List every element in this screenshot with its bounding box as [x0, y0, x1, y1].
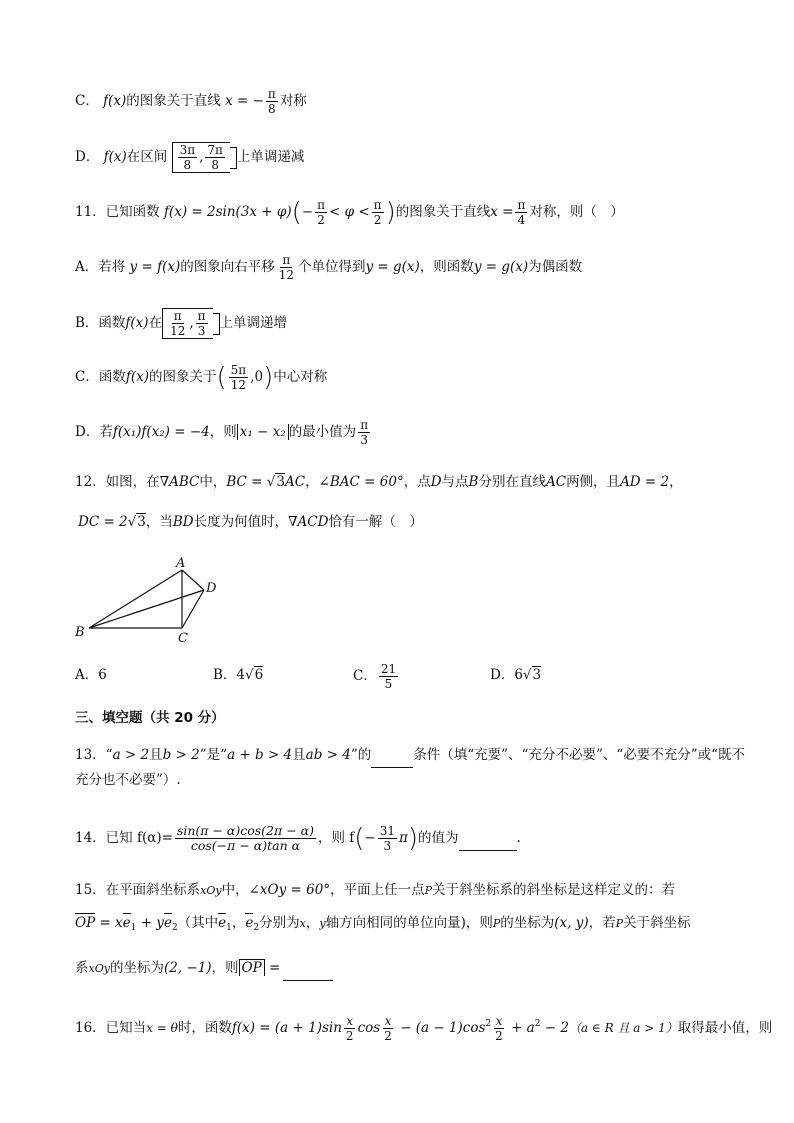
- question-text: 的坐标为: [109, 960, 164, 976]
- question-prefix: 11．已知函数: [75, 204, 160, 220]
- math-expr: + y: [136, 915, 164, 931]
- question-text: 轴方向相同的单位向量)，则: [325, 915, 493, 931]
- question-text: 条件（填“充要”、“充分不必要”、“必要不充分”或“既不: [413, 747, 746, 763]
- option-text: 上单调递减: [236, 149, 305, 165]
- question-text: （其中: [177, 915, 219, 931]
- q11-option-d: [75, 418, 372, 447]
- question-text: ，: [669, 474, 683, 490]
- denominator: 8: [211, 158, 219, 172]
- q12-option-d: D．6√3: [490, 667, 542, 683]
- math-expr: − 2: [540, 1020, 569, 1036]
- math-fx: f(x): [125, 315, 149, 331]
- q16: [75, 1014, 772, 1043]
- vector-e1: e: [122, 915, 131, 931]
- option-label: B．: [213, 667, 237, 683]
- vector-e1: e: [218, 915, 227, 931]
- point-label-d: D: [206, 581, 217, 596]
- q14: 14．已知 f(α)= $\frac{\sin(\pi - \alpha)\cos(2\pi - \alpha)}{\text{cos(−π − α)tan α}}$ ，则 f(− $\frac{31}{3}$ π)的值为 .: [75, 823, 521, 854]
- segment-ad: [182, 570, 204, 590]
- q13-line2: 充分也不必要”）.: [75, 772, 181, 788]
- math-expr: ∇ACD: [288, 514, 329, 530]
- option-label: C．函数: [75, 369, 126, 385]
- math-expr: −: [301, 204, 314, 220]
- q12-figure: [72, 556, 222, 646]
- math-fx: f(x): [103, 93, 127, 109]
- math-expr: f(x) = 2sin(3x + φ): [163, 204, 292, 220]
- subscript: 2: [171, 923, 178, 933]
- question-text: ，若: [588, 915, 616, 931]
- question-text: 且: [292, 747, 306, 763]
- option-text: 的图象关于: [149, 369, 217, 385]
- math-expr: D: [430, 474, 442, 490]
- interval-open-bracket: $\frac{\pi}{12}$ , $\frac{\pi}{3}$: [162, 308, 212, 339]
- answer-blank[interactable]: [459, 830, 517, 851]
- denominator: 2: [317, 213, 325, 227]
- math-expr: P: [615, 917, 624, 930]
- subscript: 1: [226, 923, 232, 933]
- numerator: 5π: [230, 363, 247, 377]
- vector-op: OP: [75, 915, 96, 931]
- q11-stem: 11．已知函数 f(x) = 2sin(3x + φ)(− $\frac{\pi}{2}$ < φ < $\frac{\pi}{2}$ )的图象关于直线x = $\frac{\pi}{4}$ 对称，则（ ）: [75, 197, 624, 228]
- question-text: 对称，则（ ）: [529, 204, 624, 220]
- point-label-b: B: [75, 625, 85, 640]
- option-label: C．: [75, 93, 99, 109]
- math-expr: AC: [284, 474, 306, 490]
- vector-e2: e: [245, 915, 254, 931]
- numerator: 7π: [207, 143, 223, 157]
- question-text: 取得最小值，则: [677, 1020, 773, 1036]
- math-expr: AC: [545, 474, 567, 490]
- question-text: ，平面上任一点: [330, 882, 425, 898]
- segment-bd: [89, 590, 204, 628]
- interval-close-bracket: [230, 147, 237, 169]
- question-prefix: 14．已知 f(α)=: [75, 830, 173, 846]
- question-text: .: [516, 830, 521, 846]
- option-value: 6: [98, 667, 107, 683]
- math-expr: = x: [95, 915, 123, 931]
- math-expr: =: [264, 960, 281, 976]
- math-expr: < φ <: [329, 204, 370, 220]
- q11-option-a: [75, 253, 582, 282]
- option-label: B．函数: [75, 315, 126, 331]
- superscript: 2: [534, 1019, 541, 1029]
- q12-option-b: B．4√6: [213, 667, 264, 683]
- question-text: ”是“: [199, 747, 228, 763]
- math-expr: AD = 2: [620, 474, 670, 490]
- question-prefix: 12．如图，在: [75, 474, 160, 490]
- option-label: D．若: [75, 424, 113, 440]
- question-text: 分别为: [259, 915, 300, 931]
- math-expr: xOy: [88, 962, 110, 975]
- numerator: x: [384, 1014, 392, 1028]
- question-text: ，则 f: [317, 830, 355, 846]
- option-text: ，则函数: [419, 259, 474, 275]
- denominator: cos(−π − α)tan α: [190, 838, 301, 853]
- math-expr: π: [399, 830, 408, 846]
- numerator: π: [373, 198, 382, 212]
- subscript: 1: [130, 923, 137, 933]
- option-text: 上单调递增: [219, 315, 288, 331]
- q11-option-b: [75, 308, 287, 339]
- denominator: 8: [183, 158, 192, 172]
- denominator: 4: [517, 213, 526, 227]
- math-expr: BC =: [226, 474, 267, 490]
- numerator: 31: [379, 824, 396, 838]
- denominator: 2: [495, 1029, 503, 1043]
- math-condition: （a ∈ R 且 a > 1）: [568, 1021, 678, 1035]
- math-expr: xOy: [200, 884, 222, 897]
- interval-open-bracket: $\frac{3\pi}{8}$ , $\frac{7\pi}{8}$: [172, 142, 230, 173]
- option-text: 对称: [279, 93, 307, 109]
- math-expr: x: [299, 917, 306, 930]
- question-prefix: 13．“: [75, 747, 113, 763]
- math-expr: ∇ABC: [159, 474, 200, 490]
- option-text: ，则: [209, 424, 237, 440]
- math-expr: a > 2: [112, 747, 150, 763]
- question-text: ”的: [350, 747, 372, 763]
- question-text: 的图象关于直线: [395, 204, 491, 220]
- question-prefix: 16．已知当: [75, 1020, 147, 1036]
- section-header: 三、填空题（共 20 分）: [75, 710, 225, 726]
- option-text: 个单位得到: [298, 259, 366, 275]
- math-expr: DC = 2: [78, 514, 128, 530]
- math-expr: (2, −1): [163, 960, 212, 976]
- numerator: sin(π − α)cos(2π − α): [176, 823, 314, 838]
- q11-option-c: C．函数f(x)的图象关于( $\frac{5\pi}{12}$ ,0)中心对称: [75, 362, 328, 393]
- math-expr: ∠BAC = 60°: [318, 474, 404, 490]
- q12-stem-line1: 12．如图，在∇ABC中，BC = √3AC，∠BAC = 60°，点D与点B分别在直线AC两侧，且AD = 2，: [75, 474, 683, 490]
- math-expr: b > 2: [162, 747, 200, 763]
- option-value: 6: [514, 667, 523, 683]
- denominator: 3: [197, 324, 206, 338]
- numerator: x: [495, 1014, 503, 1028]
- question-text: 关于斜坐标系的斜坐标是这样定义的：若: [431, 882, 675, 898]
- numerator: π: [282, 253, 291, 267]
- q13-line1: [75, 745, 745, 768]
- math-expr: y = g(x): [365, 259, 420, 275]
- option-text: 的最小值为: [288, 424, 357, 440]
- math-expr: − (a − 1)cos: [395, 1020, 486, 1036]
- q10-option-d: [75, 142, 304, 173]
- interval-close-bracket: [213, 313, 220, 335]
- denominator: 12: [170, 324, 186, 338]
- q10-option-c: [75, 87, 307, 116]
- math-expr: P: [492, 917, 501, 930]
- segment-ba: [89, 570, 182, 628]
- sqrt-radicand: 3: [137, 514, 146, 530]
- question-text: 系: [75, 960, 89, 976]
- q15-line2: [75, 913, 691, 938]
- math-expr: y = f(x): [129, 259, 181, 275]
- sqrt-radicand: 3: [276, 474, 285, 490]
- question-text: ，点: [403, 474, 431, 490]
- option-label: C．: [353, 668, 377, 684]
- q12-option-c: [353, 662, 400, 691]
- numerator: π: [517, 198, 526, 212]
- question-text: 与点: [441, 474, 469, 490]
- denominator: 8: [268, 102, 276, 116]
- option-label: A．: [75, 667, 99, 683]
- math-expr: BD: [172, 514, 194, 530]
- question-text: 时，函数: [177, 1020, 232, 1036]
- option-value: 4: [236, 667, 246, 683]
- math-expr: y = g(x): [473, 259, 529, 275]
- math-expr: −: [364, 830, 376, 846]
- option-text: 中心对称: [273, 369, 328, 385]
- option-text: 的图象关于直线: [126, 93, 221, 109]
- question-text: ，: [305, 915, 320, 931]
- question-text: ，: [305, 474, 319, 490]
- math-expr: y: [319, 917, 326, 930]
- math-expr: ∠xOy = 60°: [248, 882, 331, 898]
- question-text: 且: [149, 747, 163, 763]
- math-fx: f(x): [103, 149, 127, 165]
- question-text: 长度为何值时，: [193, 514, 289, 530]
- math-expr: f(x) = (a + 1)sin: [231, 1020, 342, 1036]
- point-label-a: A: [176, 556, 186, 571]
- denominator: 3: [383, 839, 392, 853]
- numerator: π: [267, 87, 276, 101]
- math-expr: a + b > 4: [227, 747, 293, 763]
- numerator: π: [360, 418, 369, 432]
- option-label: D．: [490, 667, 515, 683]
- fraction: [266, 87, 278, 116]
- q15-line3: [75, 958, 333, 981]
- point-label-c: C: [178, 631, 188, 646]
- vector-e2: e: [163, 915, 172, 931]
- denominator: 2: [384, 1029, 392, 1043]
- question-text: 分别在直线: [478, 474, 546, 490]
- option-text: 为偶函数: [528, 259, 583, 275]
- question-text: 关于斜坐标: [623, 915, 691, 931]
- subscript: 2: [253, 923, 260, 933]
- denominator: 2: [373, 213, 382, 227]
- question-text: 中，: [221, 882, 249, 898]
- option-label: A．若将: [75, 259, 126, 275]
- numerator: x: [346, 1014, 354, 1028]
- math-expr: f(x₁)f(x₂) = −4: [112, 424, 210, 440]
- question-text: ，: [231, 915, 246, 931]
- numerator: π: [173, 309, 182, 323]
- abs-value: x₁ − x₂: [237, 424, 289, 440]
- math-expr: x = θ: [146, 1021, 178, 1035]
- denominator: 5: [384, 677, 393, 691]
- math-expr: B: [468, 474, 479, 490]
- math-expr: x =: [490, 204, 514, 220]
- question-text: 的值为: [418, 830, 459, 846]
- option-text: 在: [148, 315, 163, 331]
- sqrt-radicand: 3: [532, 667, 542, 683]
- math-fx: f(x): [125, 369, 149, 385]
- q12-option-a: [75, 665, 107, 685]
- question-prefix: 15．在平面斜坐标系: [75, 882, 201, 898]
- superscript: 2: [485, 1019, 492, 1029]
- q15-line1: [75, 880, 675, 901]
- math-expr: P: [424, 884, 432, 897]
- question-text: 恰有一解（ ）: [328, 514, 423, 530]
- denominator: 12: [278, 268, 294, 282]
- question-text: 两侧，且: [566, 474, 621, 490]
- question-text: ，则: [211, 960, 239, 976]
- question-text: ，当: [145, 514, 173, 530]
- option-text: 的图象向右平移: [180, 259, 275, 275]
- math-expr: cos: [357, 1020, 381, 1036]
- math-expr: ab > 4: [305, 747, 351, 763]
- option-text: 在区间: [126, 149, 168, 165]
- math-expr: (x, y): [554, 915, 589, 931]
- denominator: 12: [230, 378, 247, 392]
- question-text: 的坐标为: [500, 915, 555, 931]
- math-expr: + a: [506, 1020, 535, 1036]
- numerator: 3π: [179, 143, 196, 157]
- numerator: 21: [380, 662, 397, 676]
- denominator: 3: [360, 433, 368, 447]
- math-expr: x = −: [225, 93, 264, 109]
- question-text: 中，: [199, 474, 227, 490]
- denominator: 2: [345, 1029, 354, 1043]
- option-label: D．: [75, 149, 100, 165]
- answer-blank[interactable]: [371, 747, 413, 768]
- q12-stem-line2: DC = 2√3，当BD长度为何值时，∇ACD恰有一解（ ）: [78, 514, 423, 530]
- numerator: π: [317, 198, 325, 212]
- sqrt-radicand: 6: [254, 667, 264, 683]
- math-expr: 0: [254, 369, 264, 385]
- answer-blank[interactable]: [283, 960, 333, 981]
- numerator: π: [197, 309, 206, 323]
- abs-vector-op: OP: [239, 959, 265, 976]
